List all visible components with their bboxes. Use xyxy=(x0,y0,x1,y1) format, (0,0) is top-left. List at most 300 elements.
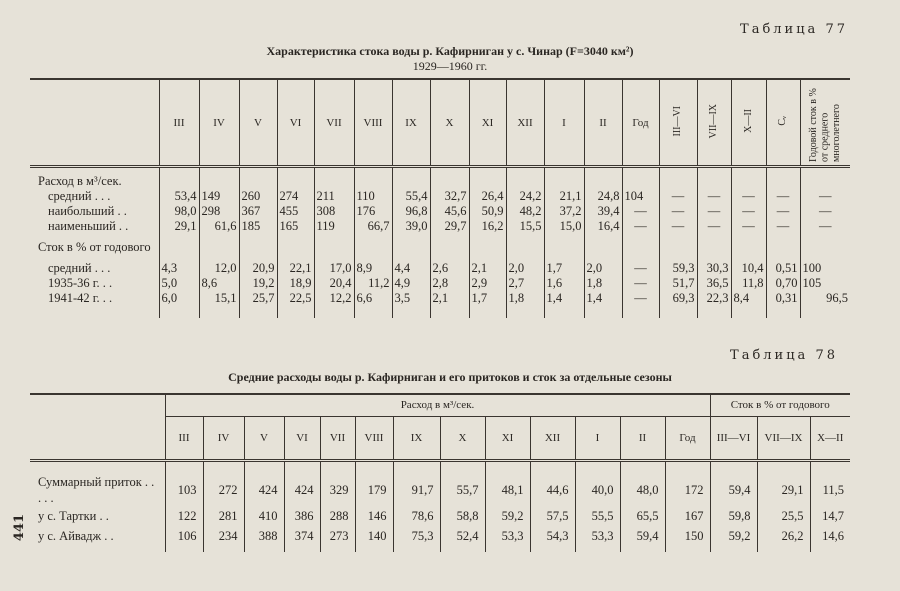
group-label: Расход в м³/сек. xyxy=(38,174,122,188)
table-cell: 59,3 xyxy=(659,261,697,276)
table-cell: 298 xyxy=(199,204,239,219)
empty-cell xyxy=(544,240,584,255)
table-cell: 15,1 xyxy=(199,291,239,306)
table-cell: 110 xyxy=(354,189,392,204)
empty-cell xyxy=(314,240,354,255)
row-label: у с. Айвадж . . xyxy=(38,528,114,543)
table-cell: 19,2 xyxy=(239,276,277,291)
table-cell: 172 xyxy=(665,474,710,506)
column-header xyxy=(199,79,239,167)
table-cell: 424 xyxy=(284,474,320,506)
table-cell: — xyxy=(697,204,731,219)
column-header xyxy=(354,79,392,167)
empty-cell xyxy=(575,460,620,474)
table-cell: 386 xyxy=(284,506,320,526)
empty-cell xyxy=(731,167,766,175)
table-cell: 29,1 xyxy=(757,474,810,506)
table-cell: — xyxy=(659,189,697,204)
column-header xyxy=(659,79,697,167)
table-row xyxy=(30,474,850,506)
empty-cell xyxy=(354,312,392,318)
table-cell: 52,4 xyxy=(440,526,485,546)
table-cell: — xyxy=(659,204,697,219)
table-78-label: Таблица 78 xyxy=(730,348,838,363)
table-cell: 106 xyxy=(165,526,203,546)
table-cell: 272 xyxy=(203,474,244,506)
table-cell: 2,0 xyxy=(584,261,622,276)
table-cell: 119 xyxy=(314,219,354,234)
empty-cell xyxy=(30,460,165,474)
table-cell: 211 xyxy=(314,189,354,204)
empty-cell xyxy=(731,240,766,255)
column-header xyxy=(544,79,584,167)
table-77-title: Характеристика стока воды р. Кафирниган у с. Чинар (F=3040 км²) xyxy=(266,44,634,58)
table-cell: 176 xyxy=(354,204,392,219)
column-header xyxy=(697,79,731,167)
column-header: VIII xyxy=(355,416,393,460)
table-cell: 37,2 xyxy=(544,204,584,219)
table-cell: 2,6 xyxy=(430,261,469,276)
table-row xyxy=(30,291,850,306)
row-label: средний . . . xyxy=(48,261,111,275)
table-cell: — xyxy=(622,204,659,219)
table-cell: 36,5 xyxy=(697,276,731,291)
table-cell: 59,8 xyxy=(710,506,757,526)
column-header: VII xyxy=(320,416,355,460)
column-header-label: IX xyxy=(405,116,417,129)
column-header-label: II xyxy=(599,116,607,129)
empty-cell xyxy=(392,240,430,255)
table-cell: 8,6 xyxy=(199,276,239,291)
empty-cell xyxy=(393,546,440,552)
column-header: IX xyxy=(393,416,440,460)
empty-cell xyxy=(766,174,800,189)
table-row xyxy=(30,204,850,219)
row-label: 1941-42 г. . . xyxy=(48,291,113,305)
table-cell: 367 xyxy=(239,204,277,219)
column-header xyxy=(506,79,544,167)
empty-cell xyxy=(530,546,575,552)
group-runoff: Сток в % от годового xyxy=(710,394,850,416)
table-cell: — xyxy=(731,219,766,234)
empty-cell xyxy=(239,312,277,318)
table-cell: 48,0 xyxy=(620,474,665,506)
empty-cell xyxy=(239,167,277,175)
table-cell: 374 xyxy=(284,526,320,546)
table-cell: 75,3 xyxy=(393,526,440,546)
table-cell: 4,3 xyxy=(159,261,199,276)
table-cell: 1,7 xyxy=(469,291,506,306)
row-label: наибольший . . xyxy=(48,204,127,218)
column-header-label: V xyxy=(254,116,262,129)
column-header-label: X—II xyxy=(742,109,754,133)
column-header: XII xyxy=(530,416,575,460)
column-header xyxy=(766,79,800,167)
empty-cell xyxy=(392,174,430,189)
empty-cell xyxy=(314,174,354,189)
group-label: Сток в % от годового xyxy=(38,240,151,254)
empty-cell xyxy=(199,240,239,255)
table-cell: 2,0 xyxy=(506,261,544,276)
column-header xyxy=(469,79,506,167)
table-cell: 4,4 xyxy=(392,261,430,276)
column-header xyxy=(277,79,314,167)
table-cell: 98,0 xyxy=(159,204,199,219)
table-cell: 15,0 xyxy=(544,219,584,234)
table-cell: 6,0 xyxy=(159,291,199,306)
table-row xyxy=(30,261,850,276)
table-cell: 22,5 xyxy=(277,291,314,306)
table-cell: 29,1 xyxy=(159,219,199,234)
empty-cell xyxy=(731,174,766,189)
empty-cell xyxy=(544,312,584,318)
table-cell: 14,7 xyxy=(810,506,850,526)
empty-cell xyxy=(697,174,731,189)
empty-cell xyxy=(159,174,199,189)
empty-cell xyxy=(277,174,314,189)
table-cell: 51,7 xyxy=(659,276,697,291)
column-header: X—II xyxy=(810,416,850,460)
table-cell: 26,2 xyxy=(757,526,810,546)
table-row xyxy=(30,526,850,546)
table-cell: 48,2 xyxy=(506,204,544,219)
empty-cell xyxy=(800,240,850,255)
table-cell: 4,9 xyxy=(392,276,430,291)
table-cell: 0,31 xyxy=(766,291,800,306)
table-cell: 1,4 xyxy=(544,291,584,306)
table-row xyxy=(30,219,850,234)
empty-cell xyxy=(584,174,622,189)
column-header: X xyxy=(440,416,485,460)
table-cell: 91,7 xyxy=(393,474,440,506)
empty-cell xyxy=(430,312,469,318)
column-header-label: IV xyxy=(213,116,225,129)
table-cell: 11,5 xyxy=(810,474,850,506)
table-cell: 57,5 xyxy=(530,506,575,526)
table-cell: 55,4 xyxy=(392,189,430,204)
table-cell: 96,5 xyxy=(800,291,850,306)
table-cell: 2,8 xyxy=(430,276,469,291)
table-cell: 388 xyxy=(244,526,284,546)
spacer-row xyxy=(30,460,850,474)
empty-cell xyxy=(659,174,697,189)
empty-cell xyxy=(710,546,757,552)
empty-cell xyxy=(354,174,392,189)
empty-cell xyxy=(284,546,320,552)
table-cell: 140 xyxy=(355,526,393,546)
column-header-label: Год xyxy=(632,116,649,129)
table-cell: 65,5 xyxy=(620,506,665,526)
table-cell: 179 xyxy=(355,474,393,506)
empty-cell xyxy=(244,546,284,552)
table-cell: 59,4 xyxy=(710,474,757,506)
column-header xyxy=(731,79,766,167)
empty-cell xyxy=(320,546,355,552)
empty-cell xyxy=(506,240,544,255)
row-label: Суммарный приток . . . . . xyxy=(38,474,155,505)
empty-cell xyxy=(277,240,314,255)
group-label-row xyxy=(30,240,850,255)
column-header-label: III xyxy=(173,116,185,129)
table-cell: 25,7 xyxy=(239,291,277,306)
empty-cell xyxy=(159,312,199,318)
empty-cell xyxy=(757,460,810,474)
table-cell: 32,7 xyxy=(430,189,469,204)
column-header-label: X xyxy=(445,116,454,129)
empty-cell xyxy=(575,546,620,552)
empty-cell xyxy=(757,546,810,552)
column-header: VII—IX xyxy=(757,416,810,460)
table-cell: — xyxy=(731,189,766,204)
table-77-label: Таблица 77 xyxy=(740,22,848,37)
table-cell: 59,2 xyxy=(710,526,757,546)
table-cell: 2,1 xyxy=(430,291,469,306)
table-cell: 48,1 xyxy=(485,474,530,506)
table-cell: — xyxy=(766,189,800,204)
empty-cell xyxy=(697,312,731,318)
column-header xyxy=(584,79,622,167)
table-cell: 54,3 xyxy=(530,526,575,546)
column-header xyxy=(800,79,850,167)
empty-cell xyxy=(244,460,284,474)
table-cell: 2,1 xyxy=(469,261,506,276)
table-cell: 96,8 xyxy=(392,204,430,219)
table-cell: 150 xyxy=(665,526,710,546)
empty-cell xyxy=(622,312,659,318)
empty-cell xyxy=(165,460,203,474)
table-cell: 55,7 xyxy=(440,474,485,506)
table-cell: 11,8 xyxy=(731,276,766,291)
column-header-label: III—VI xyxy=(672,105,684,137)
empty-cell xyxy=(30,167,159,175)
table-cell: 122 xyxy=(165,506,203,526)
table-cell: 185 xyxy=(239,219,277,234)
column-header xyxy=(314,79,354,167)
empty-cell xyxy=(277,312,314,318)
empty-cell xyxy=(485,460,530,474)
table-cell: 8,4 xyxy=(731,291,766,306)
table-cell: 11,2 xyxy=(354,276,392,291)
table-cell: — xyxy=(766,219,800,234)
table-cell: — xyxy=(731,204,766,219)
empty-cell xyxy=(506,312,544,318)
column-header xyxy=(392,79,430,167)
table-cell: 103 xyxy=(165,474,203,506)
table-cell: 55,5 xyxy=(575,506,620,526)
column-header: VI xyxy=(284,416,320,460)
stub-header xyxy=(30,79,159,167)
table-row xyxy=(30,276,850,291)
empty-cell xyxy=(393,460,440,474)
table-cell: 58,8 xyxy=(440,506,485,526)
table-cell: 59,4 xyxy=(620,526,665,546)
empty-cell xyxy=(620,460,665,474)
column-header-label: Cᵥ xyxy=(777,116,789,126)
empty-cell xyxy=(697,167,731,175)
table-cell: 281 xyxy=(203,506,244,526)
empty-cell xyxy=(506,174,544,189)
table-cell: 24,2 xyxy=(506,189,544,204)
table-cell: 234 xyxy=(203,526,244,546)
column-header-label: VII—IX xyxy=(708,103,720,139)
column-header: IV xyxy=(203,416,244,460)
empty-cell xyxy=(354,167,392,175)
empty-cell xyxy=(800,312,850,318)
table-cell: — xyxy=(659,219,697,234)
table-cell: 165 xyxy=(277,219,314,234)
table-cell: 149 xyxy=(199,189,239,204)
empty-cell xyxy=(584,167,622,175)
table-cell: 16,4 xyxy=(584,219,622,234)
spacer-row xyxy=(30,167,850,175)
table-cell: 5,0 xyxy=(159,276,199,291)
column-header: III—VI xyxy=(710,416,757,460)
empty-cell xyxy=(485,546,530,552)
empty-cell xyxy=(203,460,244,474)
table-cell: 22,1 xyxy=(277,261,314,276)
table-cell: — xyxy=(622,219,659,234)
table-cell: — xyxy=(697,219,731,234)
table-cell: 53,3 xyxy=(485,526,530,546)
empty-cell xyxy=(506,167,544,175)
empty-cell xyxy=(430,240,469,255)
table-cell: 12,2 xyxy=(314,291,354,306)
table-cell: 1,7 xyxy=(544,261,584,276)
table-row xyxy=(30,506,850,526)
column-header-label: I xyxy=(562,116,566,129)
table-cell: 29,7 xyxy=(430,219,469,234)
table-cell: 18,9 xyxy=(277,276,314,291)
empty-cell xyxy=(530,460,575,474)
empty-cell xyxy=(159,240,199,255)
empty-cell xyxy=(199,312,239,318)
column-header-label: XI xyxy=(481,116,494,129)
table-cell: 53,3 xyxy=(575,526,620,546)
row-label: у с. Тартки . . xyxy=(38,508,109,523)
table-cell: 329 xyxy=(320,474,355,506)
empty-cell xyxy=(320,460,355,474)
table-cell: 2,7 xyxy=(506,276,544,291)
column-header xyxy=(622,79,659,167)
empty-cell xyxy=(284,460,320,474)
table-cell: 105 xyxy=(800,276,850,291)
table-77-period: 1929—1960 гг. xyxy=(412,59,488,73)
table-78-title: Средние расходы воды р. Кафирниган и его притоков и сток за отдельные сезоны xyxy=(228,370,672,384)
empty-cell xyxy=(165,546,203,552)
table-cell: 1,8 xyxy=(584,276,622,291)
table-cell: 39,4 xyxy=(584,204,622,219)
table-cell: — xyxy=(622,261,659,276)
empty-cell xyxy=(355,460,393,474)
table-cell: — xyxy=(800,204,850,219)
table-cell: 3,5 xyxy=(392,291,430,306)
column-header-label: VI xyxy=(289,116,302,129)
spacer-row xyxy=(30,546,850,552)
empty-cell xyxy=(810,546,850,552)
table-cell: 61,6 xyxy=(199,219,239,234)
table-cell: 50,9 xyxy=(469,204,506,219)
table-cell: 410 xyxy=(244,506,284,526)
empty-cell xyxy=(665,460,710,474)
table-cell: — xyxy=(622,276,659,291)
column-header-label: Годовой сток в % от среднего многолетнего xyxy=(808,88,842,162)
empty-cell xyxy=(440,460,485,474)
table-cell: 1,6 xyxy=(544,276,584,291)
empty-cell xyxy=(159,167,199,175)
empty-cell xyxy=(659,167,697,175)
empty-cell xyxy=(239,174,277,189)
column-header xyxy=(239,79,277,167)
empty-cell xyxy=(430,167,469,175)
column-header: Год xyxy=(665,416,710,460)
empty-cell xyxy=(239,240,277,255)
table-cell: 308 xyxy=(314,204,354,219)
table-cell: 59,2 xyxy=(485,506,530,526)
table-cell: 1,4 xyxy=(584,291,622,306)
empty-cell xyxy=(469,167,506,175)
empty-cell xyxy=(697,240,731,255)
column-header: V xyxy=(244,416,284,460)
table-cell: 146 xyxy=(355,506,393,526)
empty-cell xyxy=(30,546,165,552)
column-header-label: VIII xyxy=(363,116,383,129)
column-header: III xyxy=(165,416,203,460)
empty-cell xyxy=(277,167,314,175)
row-label: средний . . . xyxy=(48,189,111,203)
table-cell: 69,3 xyxy=(659,291,697,306)
table-cell: 17,0 xyxy=(314,261,354,276)
empty-cell xyxy=(810,460,850,474)
empty-cell xyxy=(314,312,354,318)
table-77 xyxy=(30,78,850,318)
empty-cell xyxy=(731,312,766,318)
empty-cell xyxy=(766,167,800,175)
empty-cell xyxy=(766,240,800,255)
row-label: 1935-36 г. . . xyxy=(48,276,113,290)
empty-cell xyxy=(355,546,393,552)
table-cell: 167 xyxy=(665,506,710,526)
empty-cell xyxy=(440,546,485,552)
column-header: XI xyxy=(485,416,530,460)
group-discharge: Расход в м³/сек. xyxy=(165,394,710,416)
table-cell: 66,7 xyxy=(354,219,392,234)
empty-cell xyxy=(659,312,697,318)
page-number: 441 xyxy=(12,513,28,542)
table-cell: 104 xyxy=(622,189,659,204)
empty-cell xyxy=(622,174,659,189)
stub-header xyxy=(30,394,165,460)
table-cell: 16,2 xyxy=(469,219,506,234)
table-cell: 40,0 xyxy=(575,474,620,506)
empty-cell xyxy=(392,167,430,175)
row-label: наименьший . . xyxy=(48,219,129,233)
empty-cell xyxy=(430,174,469,189)
empty-cell xyxy=(314,167,354,175)
table-cell: 14,6 xyxy=(810,526,850,546)
table-cell: 78,6 xyxy=(393,506,440,526)
empty-cell xyxy=(584,240,622,255)
table-cell: 0,70 xyxy=(766,276,800,291)
table-cell: 0,51 xyxy=(766,261,800,276)
empty-cell xyxy=(665,546,710,552)
table-cell: 260 xyxy=(239,189,277,204)
empty-cell xyxy=(30,312,159,318)
table-cell: 21,1 xyxy=(544,189,584,204)
group-label-row xyxy=(30,174,850,189)
empty-cell xyxy=(544,174,584,189)
table-cell: 10,4 xyxy=(731,261,766,276)
empty-cell xyxy=(544,167,584,175)
